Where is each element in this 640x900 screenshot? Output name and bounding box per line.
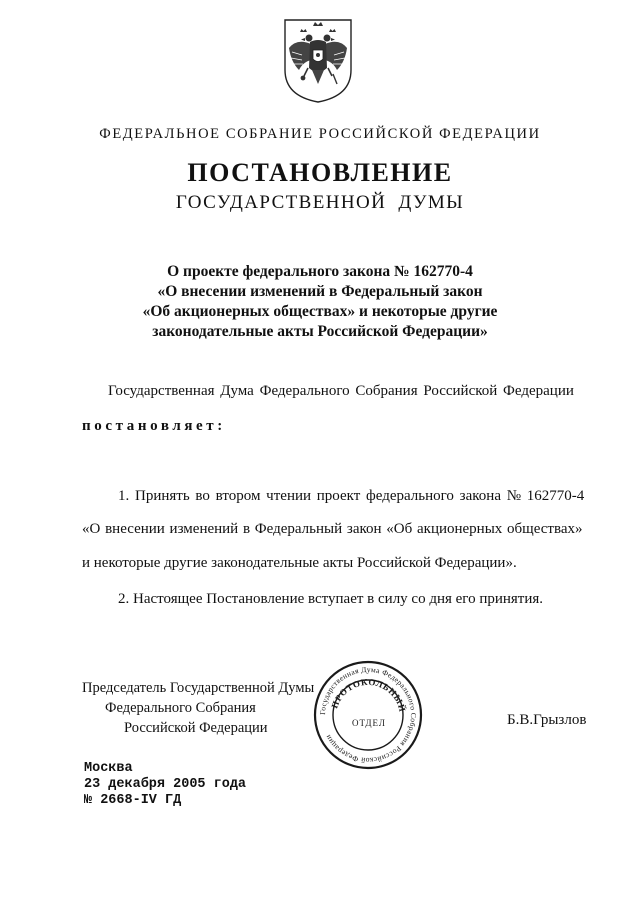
bill-title bbox=[0, 262, 640, 342]
stamp-ring-text: Государственная Дума Федерального Собрания Российской Федерации bbox=[317, 664, 419, 766]
signatory-line: Федерального Собрания bbox=[105, 700, 256, 716]
signatory-line: Председатель Государственной Думы bbox=[82, 680, 315, 696]
assembly-heading: ФЕДЕРАЛЬНОЕ СОБРАНИЕ РОССИЙСКОЙ ФЕДЕРАЦИИ bbox=[99, 126, 541, 142]
bill-title-line: законодательные акты Российской Федерации» bbox=[152, 323, 488, 340]
bill-title-line: О проекте федерального закона № 162770-4 bbox=[167, 263, 473, 280]
signatory-line: Российской Федерации bbox=[124, 720, 268, 736]
resolution-item-1: 1. Принять во втором чтении проект федерального закона № 162770-4 bbox=[118, 488, 585, 504]
stamp-center-text: ОТДЕЛ bbox=[351, 718, 387, 728]
official-stamp bbox=[312, 659, 424, 771]
preamble-text: Государственная Дума Федерального Собрания Российской Федерации bbox=[108, 383, 574, 399]
footer-number: № 2668-IV ГД bbox=[84, 793, 182, 808]
signatory-position bbox=[82, 678, 314, 738]
resolution-item-2: 2. Настоящее Постановление вступает в силу со дня его принятия. bbox=[118, 591, 544, 607]
footer-city: Москва bbox=[84, 761, 133, 776]
document-footer bbox=[84, 761, 246, 809]
footer-date: 23 декабря 2005 года bbox=[84, 777, 247, 792]
stamp-inner-top-text: ПРОТОКОЛЬНЫЙ bbox=[329, 676, 408, 714]
resolves-text: постановляет: bbox=[82, 418, 226, 434]
bill-title-line: «О внесении изменений в Федеральный закон bbox=[157, 283, 483, 300]
document-subtitle: ГОСУДАРСТВЕННОЙ ДУМЫ bbox=[175, 192, 465, 213]
state-emblem-icon bbox=[283, 18, 353, 104]
resolution-item-1-cont: «О внесении изменений в Федеральный закон «Об акционерных обществах» bbox=[82, 521, 583, 537]
document-title: ПОСТАНОВЛЕНИЕ bbox=[187, 158, 453, 187]
signatory-name: Б.В.Грызлов bbox=[507, 712, 587, 728]
resolution-item-1-cont: и некоторые другие законодательные акты Российской Федерации». bbox=[82, 555, 517, 571]
bill-title-line: «Об акционерных обществах» и некоторые другие bbox=[142, 303, 498, 320]
